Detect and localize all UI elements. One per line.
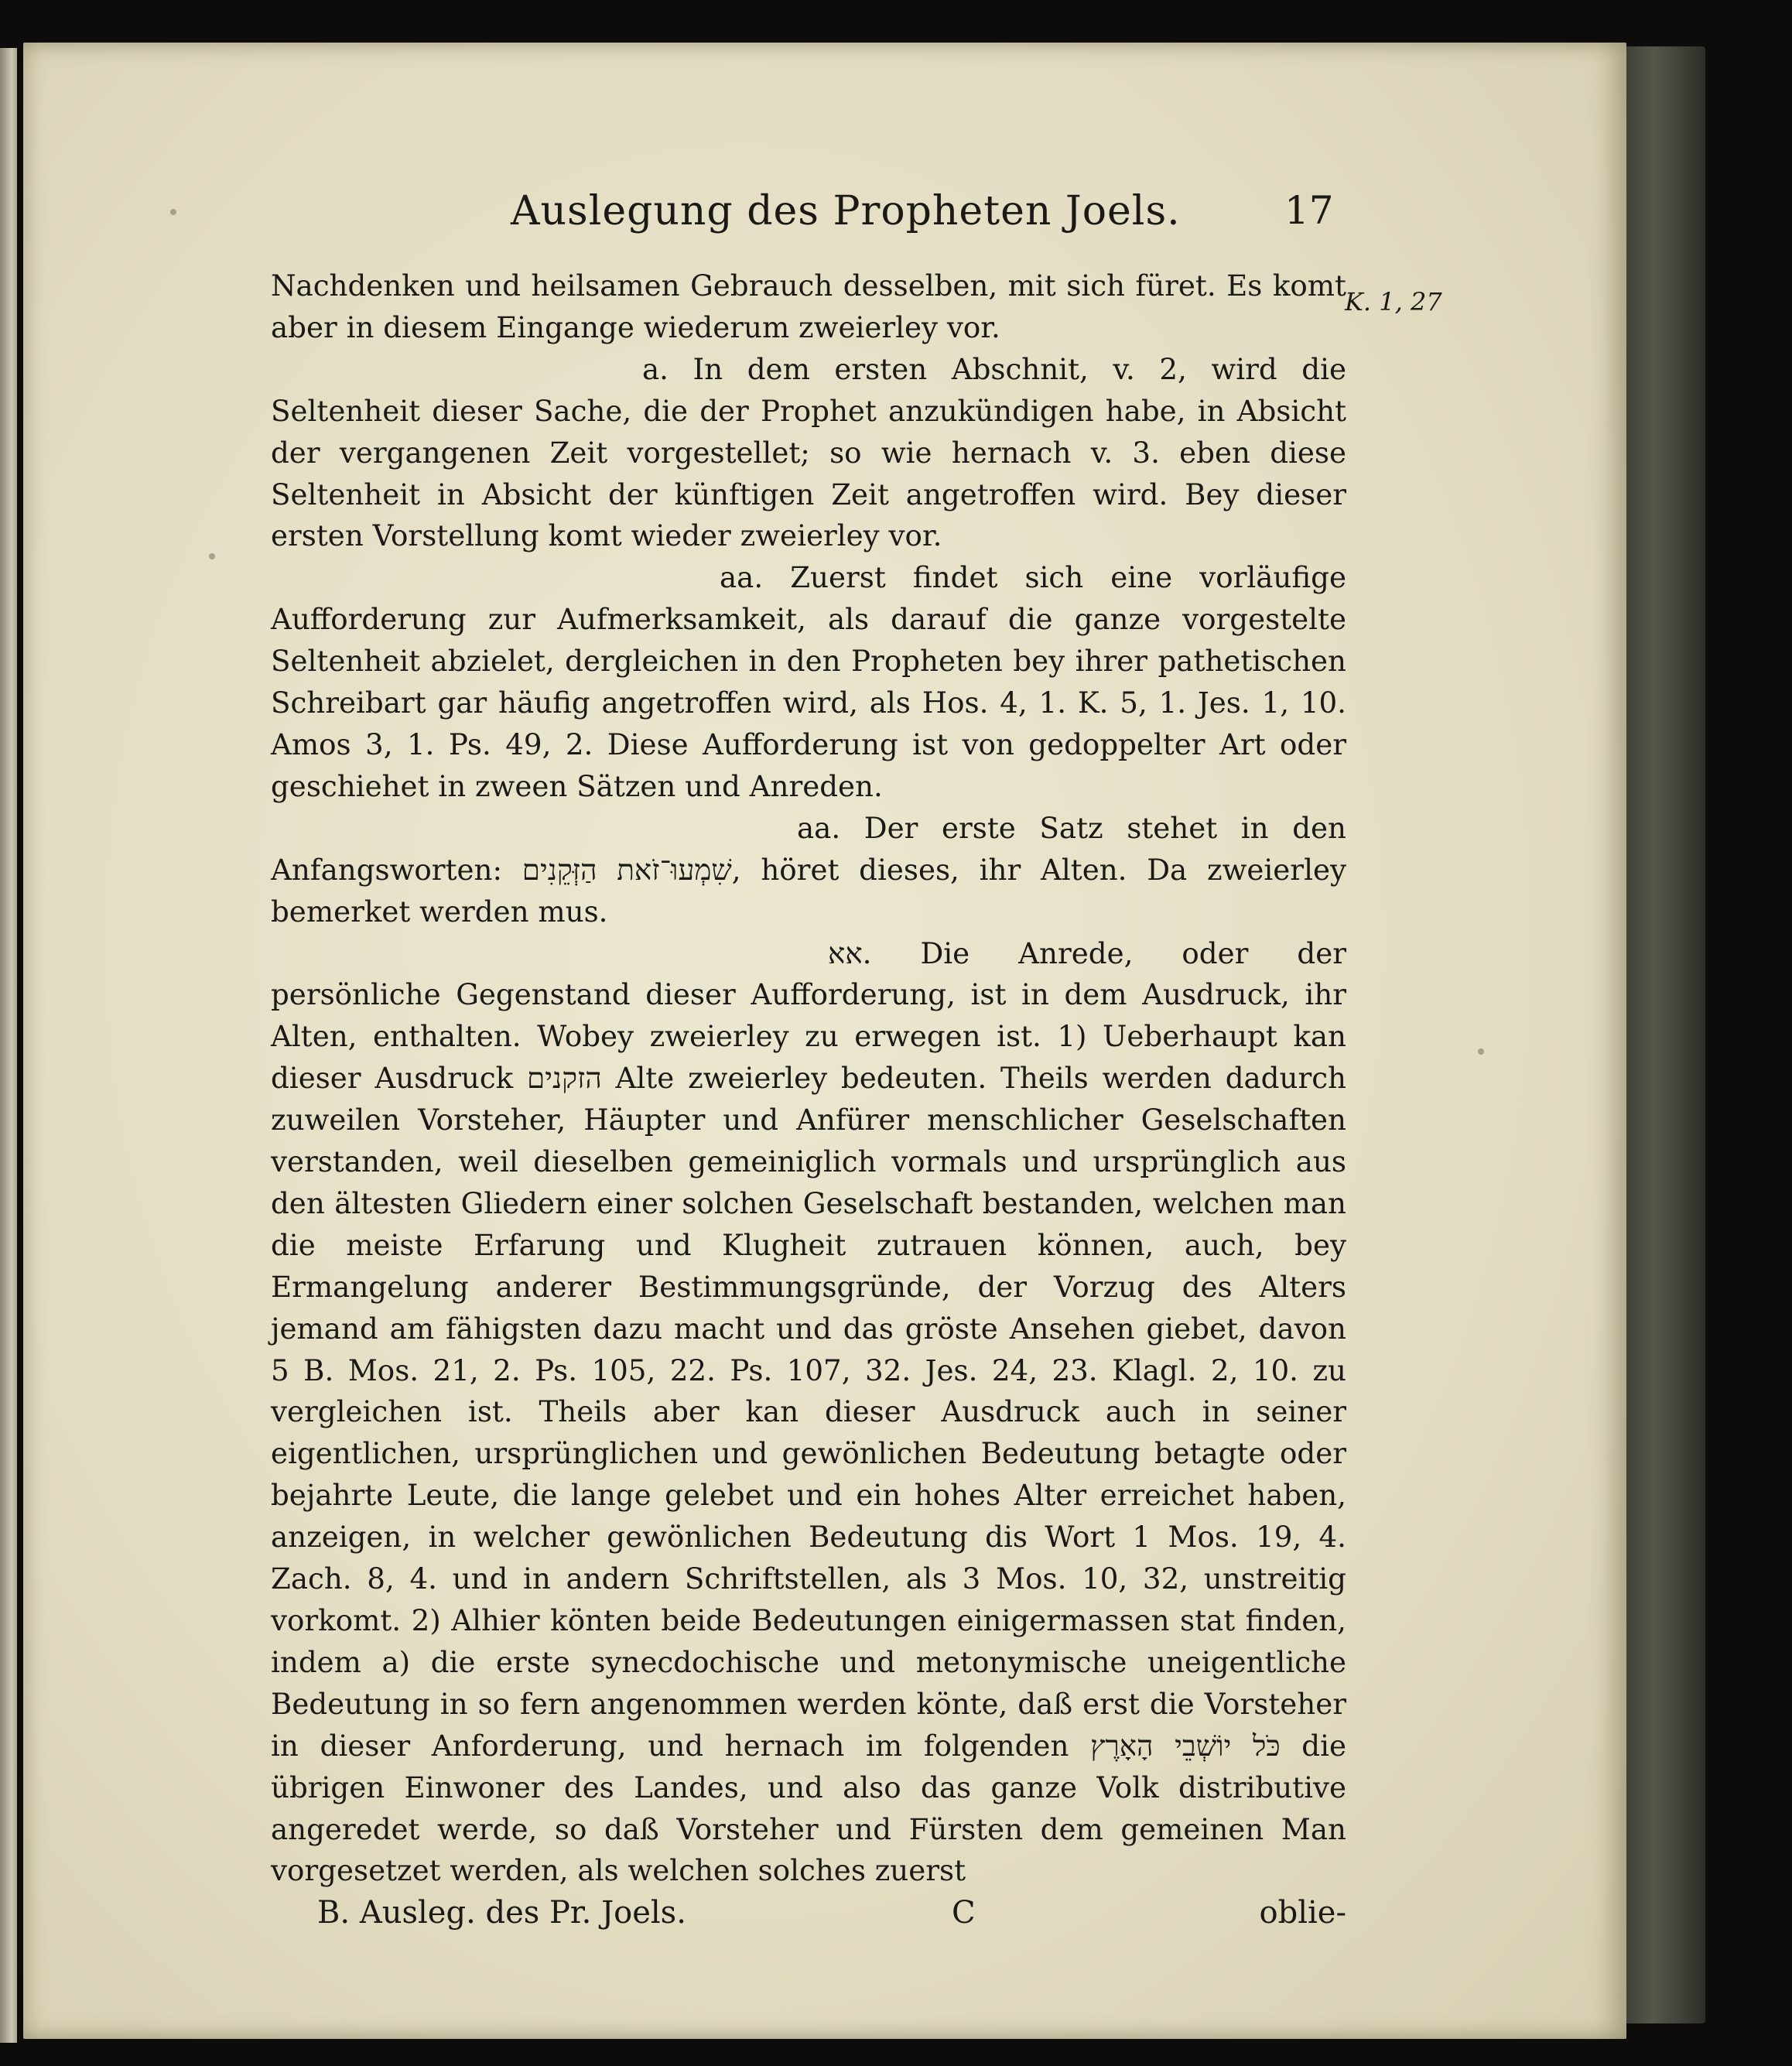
paper-speck bbox=[1478, 1048, 1484, 1055]
gathering-mark: C bbox=[952, 1895, 976, 1931]
paragraph: aa. Der erste Satz stehet in den Anfangsworten: שִׁמְעוּ־זֹאת הַזְּקֵנִים, höret dieses, ihr Alten. Da zweierley bemerket werden mus. bbox=[271, 810, 1346, 929]
page-number: 17 bbox=[1284, 188, 1334, 233]
paragraph: Nachdenken und heilsamen Gebrauch desselben, mit sich füret. Es komt aber in diesem Eingange wiederum zweierley vor. bbox=[271, 269, 1346, 344]
catchword: oblie- bbox=[1259, 1895, 1346, 1931]
page-header bbox=[248, 151, 1346, 234]
paragraph: אא. Die Anrede, oder der persönliche Gegenstand dieser Aufforderung, ist in dem Ausdruck, ihr Alten, enthalten. Wobey zweierley zu erwegen ist. 1) Ueberhaupt kan dieser Ausdruck הזקנים Alte zweierley bedeuten. Theils werden dadurch zuweilen Vorsteher, Häupter und Anfürer menschlicher Geselschaften verstanden, weil dieselben gemeiniglich vormals und ursprünglich aus den ältesten Gliedern einer solchen Geselschaft bestanden, welchen man die meiste Erfarung und Klugheit zutrauen können, auch, bey Ermangelung anderer Bestimmungsgründe, der Vorzug des Alters jemand am fähigsten dazu macht und das gröste Ansehen giebet, davon 5 B. Mos. 21, 2. Ps. 105, 22. Ps. 107, 32. Jes. 24, 23. Klagl. 2, 10. zu vergleichen ist. Theils aber kan dieser Ausdruck auch in seiner eigentlichen, ursprünglichen und gewönlichen Bedeutung betagte oder bejahrte Leute, die lange gelebet und ein hohes Alter erreichet haben, anzeigen, in welcher gewönlichen Bedeutung dis Wort 1 Mos. 19, 4. Zach. 8, 4. und in andern Schriftstellen, als 3 Mos. 10, 32, unstreitig vorkomt. 2) Alhier könten beide Bedeutungen einigermassen stat finden, indem a) die erste synecdochische und metonymische uneigentliche Bedeutung in so fern angenommen werden könte, daß erst die Vorsteher in dieser Anforderung, und hernach im folgenden כֹּל יוֹשְׁבֵי הָאָרֶץ die übrigen Einwoner des Landes, und also das ganze Volk distributive angeredet werde, so daß Vorsteher und Fürsten dem gemeinen Man vorgesetzet werden, als welchen solches zuerst bbox=[271, 936, 1347, 1888]
book-page bbox=[23, 43, 1626, 2039]
page-content bbox=[248, 151, 1442, 1931]
book-cover-edge bbox=[1619, 46, 1705, 2023]
paragraph: aa. Zuerst findet sich eine vorläufige Aufforderung zur Aufmerksamkeit, als darauf die ganze vorgestelte Seltenheit abzielet, dergleichen in den Propheten bey ihrer pathetischen Schreibart gar häufig angetroffen wird, als Hos. 4, 1. K. 5, 1. Jes. 1, 10. Amos 3, 1. Ps. 49, 2. Diese Aufforderung ist von gedoppelter Art oder geschiehet in zween Sätzen und Anreden. bbox=[271, 560, 1346, 803]
paper-speck bbox=[170, 209, 176, 215]
previous-page-edge bbox=[0, 48, 17, 2043]
running-title: Auslegung des Propheten Joels. bbox=[511, 188, 1181, 234]
signature-line: B. Ausleg. des Pr. Joels. bbox=[317, 1895, 686, 1931]
paper-speck bbox=[209, 553, 215, 559]
paragraph: a. In dem ersten Abschnit, v. 2, wird die Seltenheit dieser Sache, die der Prophet anzukündigen habe, in Absicht der vergangenen Zeit vorgestellet; so wie hernach v. 3. eben diese Seltenheit in Absicht der künftigen Zeit angetroffen wird. Bey dieser ersten Vorstellung komt wieder zweierley vor. bbox=[271, 351, 1346, 553]
text-body bbox=[271, 265, 1346, 1892]
page-footer bbox=[271, 1895, 1346, 1941]
margin-reference: K. 1, 27 bbox=[1345, 287, 1442, 316]
